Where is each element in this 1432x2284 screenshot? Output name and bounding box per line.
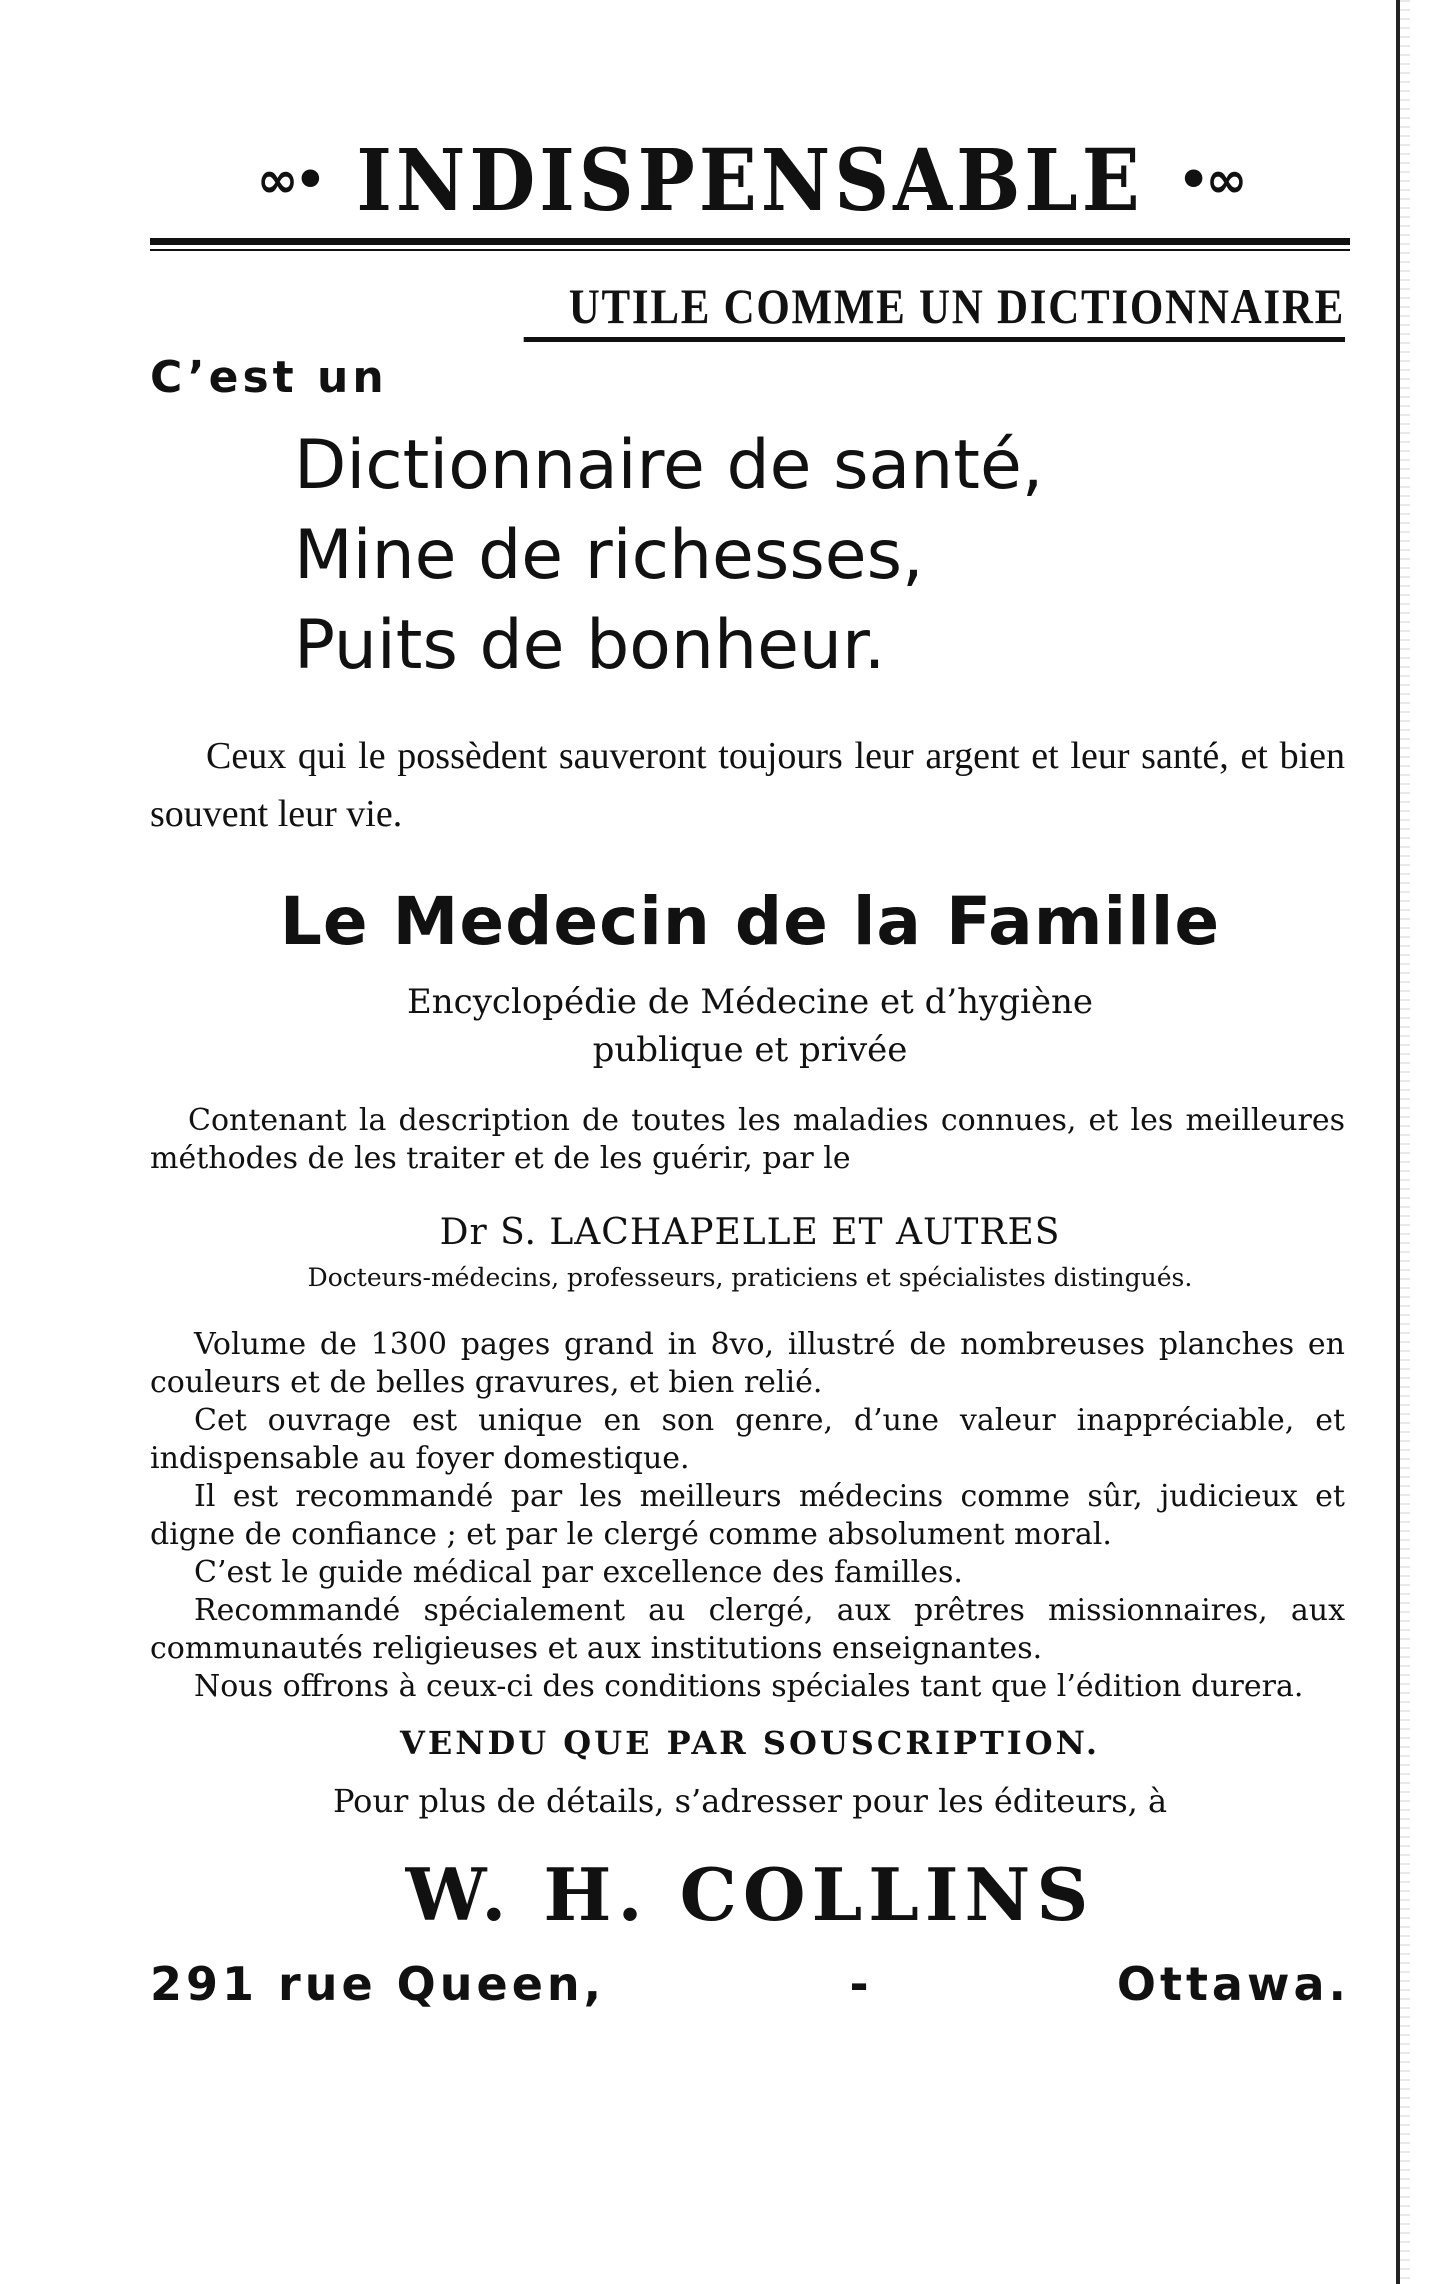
subhead: UTILE COMME UN DICTIONNAIRE [524,277,1345,342]
author: Dr S. LACHAPELLE ET AUTRES [439,1212,1061,1253]
book-title: Le Medecin de la Famille [279,883,1221,960]
big-line-3: Puits de bonheur. [294,606,886,685]
big-line-2: Mine de richesses, [294,516,924,595]
lead-text: C’est un [150,352,388,403]
subtitle-line-1: Encyclopédie de Médecine et d’hygiène [406,982,1094,1022]
ornament-left-icon: ∞• [256,151,323,209]
big-line-1: Dictionnaire de santé, [294,426,1044,505]
details-list [150,1326,1345,1706]
detail-item: Volume de 1300 pages grand in 8vo, illustré de nombreuses planches en couleurs et de belles gravures, et bien relié. [150,1327,1345,1400]
detail-item: Nous offrons à ceux-ci des conditions spéciales tant que l’édition durera. [194,1669,1304,1704]
advertisement [150,130,1350,2011]
publisher-name: W. H. COLLINS [405,1852,1095,1937]
headline-rule [150,238,1350,251]
intro-paragraph: Ceux qui le possèdent sauveront toujours leur argent et leur santé, et bien souvent leur vie. [150,735,1345,835]
sales-note: VENDU QUE PAR SOUSCRIPTION. [400,1724,1100,1762]
street-address: 291 rue Queen, [150,1957,606,2011]
address-separator: - [849,1957,873,2011]
ornament-right-icon: •∞ [1177,151,1244,209]
page-edge [1396,0,1400,2284]
headline-row [150,130,1350,230]
contents-text: Contenant la description de toutes les maladies connues, et les meilleures méthodes de les traiter et de les guérir, par le [150,1103,1345,1176]
address-row [150,1957,1350,2011]
city: Ottawa. [1116,1957,1350,2011]
detail-item: Cet ouvrage est unique en son genre, d’une valeur inappréciable, et indispensable au foyer domestique. [150,1403,1345,1476]
detail-item: C’est le guide médical par excellence des familles. [194,1555,963,1590]
contents-paragraph [150,1102,1345,1178]
author-description: Docteurs-médecins, professeurs, praticiens et spécialistes distingués. [307,1263,1193,1292]
headline: INDISPENSABLE [356,130,1144,230]
big-lines [294,421,1350,691]
book-subtitle [150,978,1350,1074]
subtitle-line-2: publique et privée [592,1030,908,1070]
print-speck [574,2192,596,2202]
detail-item: Il est recommandé par les meilleurs médecins comme sûr, judicieux et digne de confiance ; et par le clergé comme absolument moral. [150,1479,1345,1552]
detail-item: Recommandé spécialement au clergé, aux prêtres missionnaires, aux communautés religieuses et aux institutions enseignantes. [150,1593,1345,1666]
contact-line: Pour plus de détails, s’adresser pour les éditeurs, à [332,1782,1168,1820]
